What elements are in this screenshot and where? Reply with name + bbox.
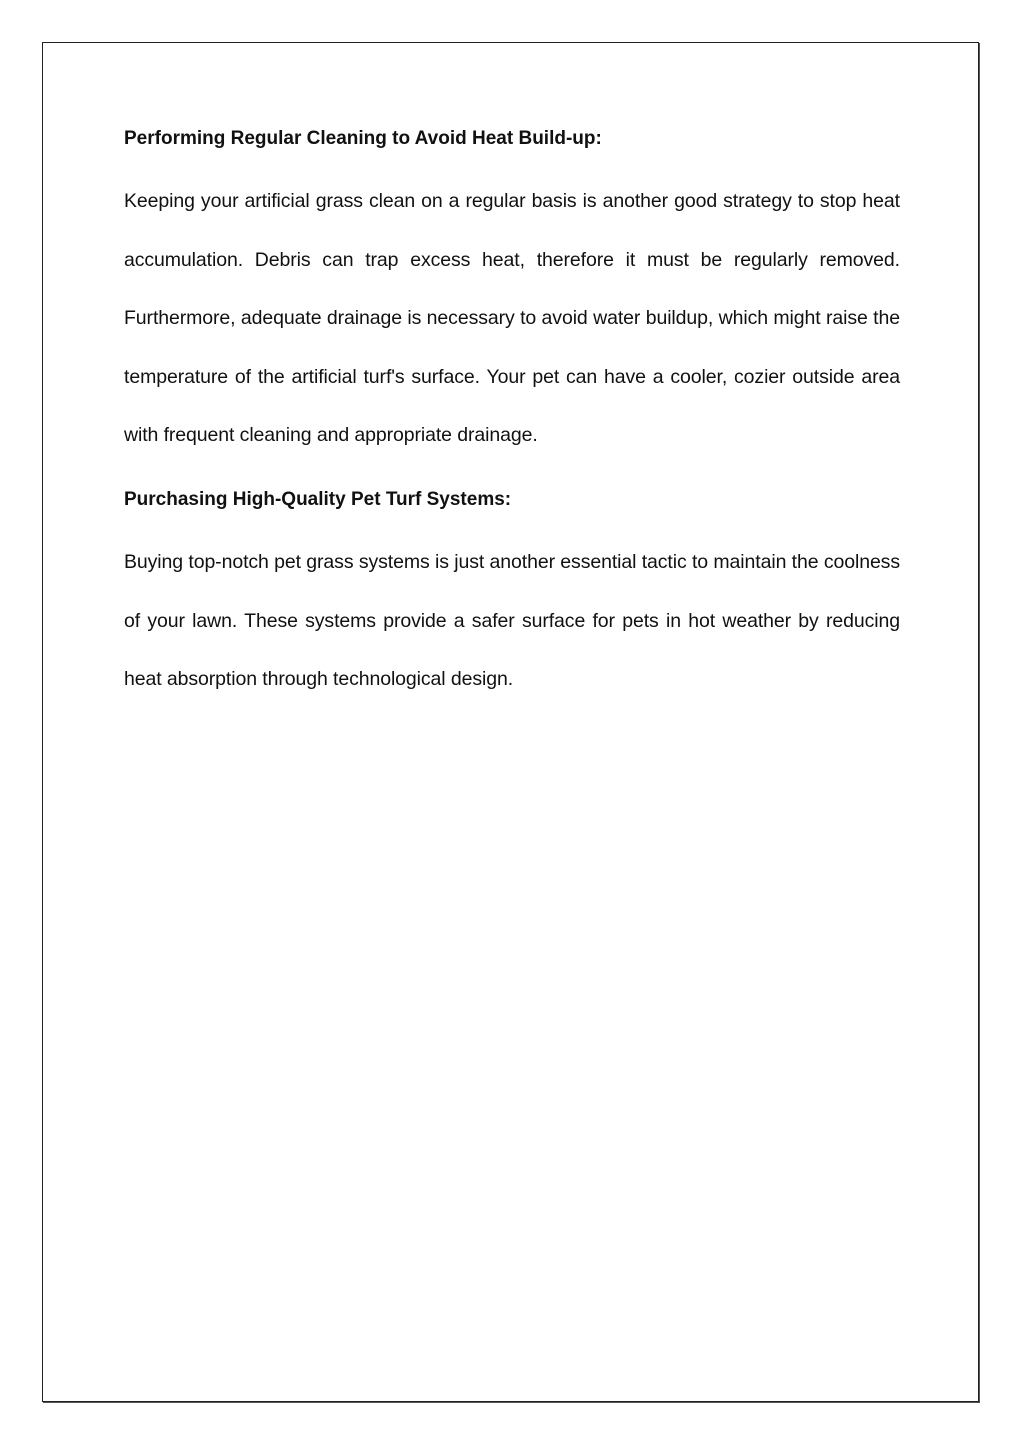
section-heading-cleaning: Performing Regular Cleaning to Avoid Heat Build-up: [124,128,602,149]
section-body-cleaning: Keeping your artificial grass clean on a regular basis is another good strategy to stop heat accumulation. Debris can trap excess heat, therefore it must be regularly removed. Furthermore, adequate drainage is necessary to avoid water buildup, which might raise the temperature of the artificial turf's surface. Your pet can have a cooler, cozier outside area with frequent cleaning and appropriate drainage. [124,190,900,447]
document-content [124,120,900,725]
section-body-turf-systems: Buying top-notch pet grass systems is just another essential tactic to maintain the coolness of your lawn. These systems provide a safer surface for pets in hot weather by reducing heat absorption through technological design. [124,550,900,691]
section-heading-turf-systems: Purchasing High-Quality Pet Turf Systems: [124,488,512,510]
